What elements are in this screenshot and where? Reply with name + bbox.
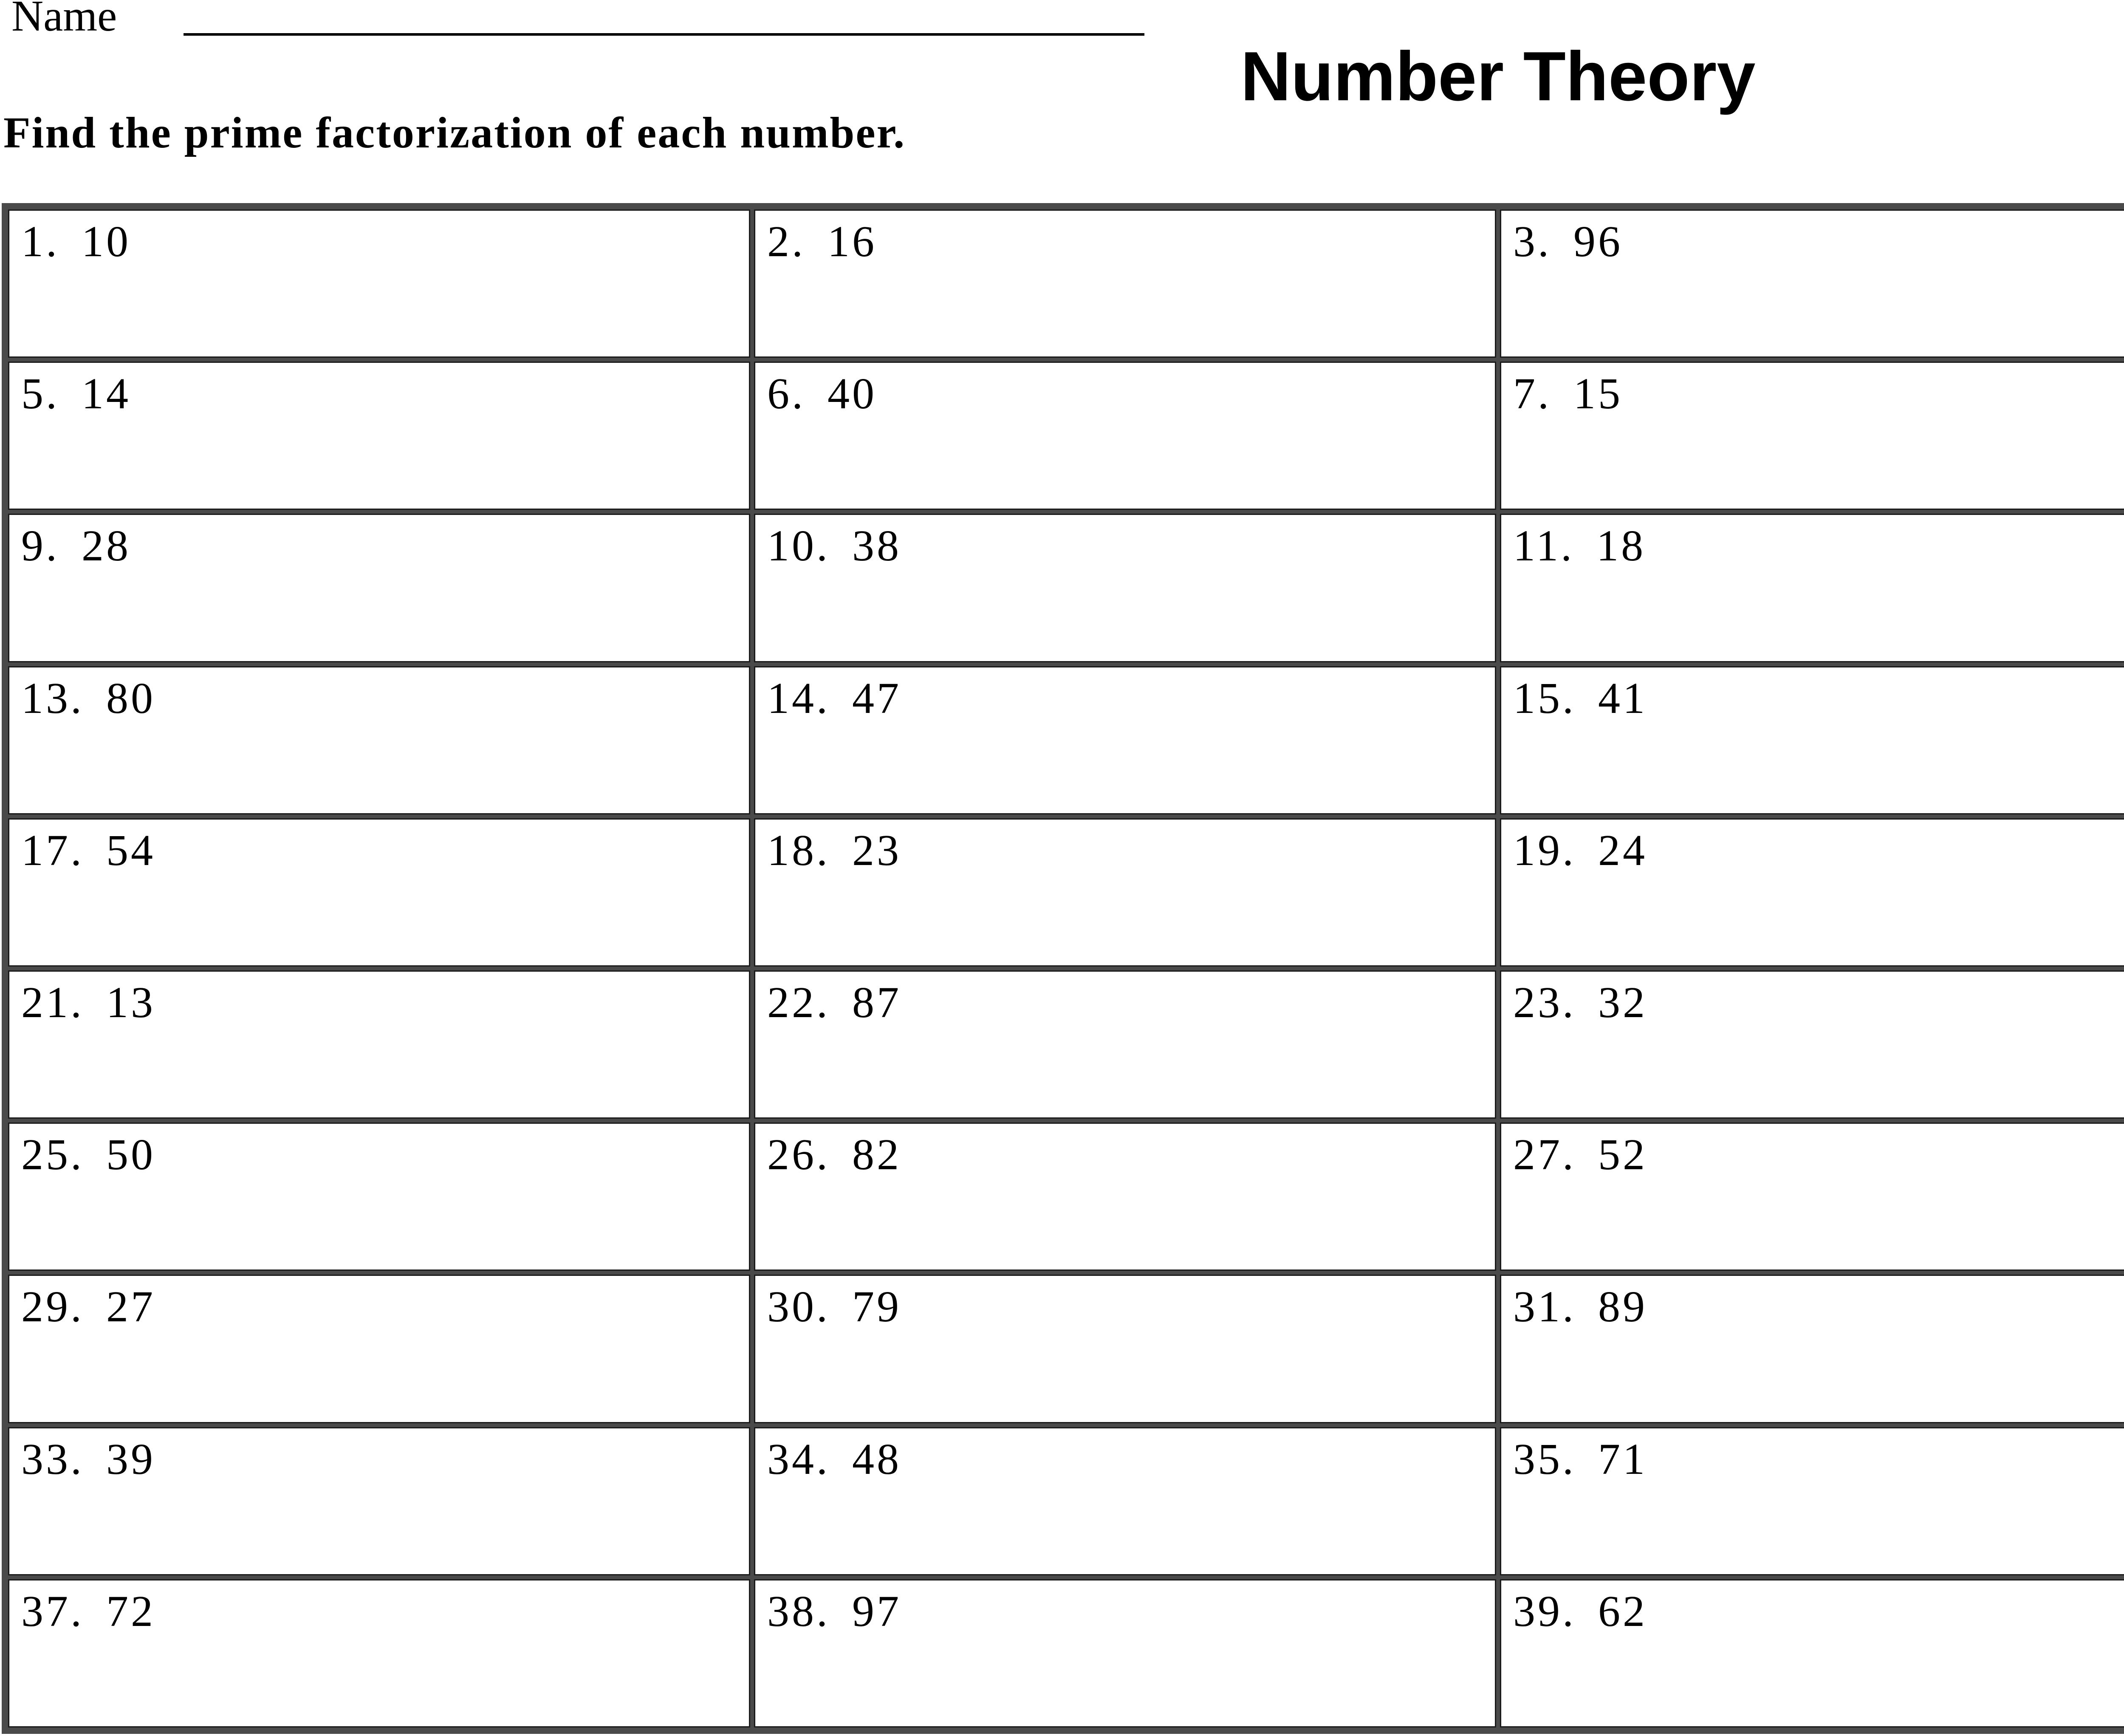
problem-number: 9. — [21, 521, 59, 571]
problem-number: 22. — [767, 978, 830, 1027]
problem-cell[interactable] — [754, 514, 1496, 662]
problem-label — [767, 518, 901, 574]
problem-number: 2. — [767, 217, 805, 266]
problem-cell[interactable] — [8, 1427, 750, 1575]
problem-number: 1. — [21, 217, 59, 266]
problem-value: 13 — [106, 978, 155, 1027]
problem-cell[interactable] — [1500, 970, 2124, 1119]
problem-number: 33. — [21, 1434, 84, 1484]
problem-cell[interactable] — [1500, 1275, 2124, 1423]
problem-value: 38 — [852, 521, 901, 571]
instructions: Find the prime factorization of each number. — [3, 108, 906, 157]
problem-label — [767, 823, 901, 878]
problem-label — [767, 1432, 901, 1487]
problem-cell[interactable] — [1500, 362, 2124, 510]
problem-value: 24 — [1598, 826, 1647, 875]
problem-value: 87 — [852, 978, 901, 1027]
problem-label — [1513, 366, 1623, 421]
problem-label — [21, 823, 155, 878]
problem-number: 21. — [21, 978, 84, 1027]
problem-cell[interactable] — [754, 666, 1496, 814]
problem-number: 13. — [21, 673, 84, 723]
problem-value: 10 — [82, 217, 131, 266]
problem-cell[interactable] — [8, 666, 750, 814]
problem-cell[interactable] — [754, 1579, 1496, 1728]
problem-cell[interactable] — [1500, 1122, 2124, 1271]
problem-label — [767, 214, 877, 269]
problem-number: 38. — [767, 1586, 830, 1636]
problem-number: 25. — [21, 1130, 84, 1179]
problem-cell[interactable] — [754, 362, 1496, 510]
problem-number: 19. — [1513, 826, 1576, 875]
problem-label — [21, 1584, 155, 1639]
problem-label — [1513, 1584, 1647, 1639]
problem-cell[interactable] — [754, 209, 1496, 358]
problem-number: 7. — [1513, 369, 1551, 418]
problem-cell[interactable] — [8, 1275, 750, 1423]
problem-value: 79 — [852, 1282, 901, 1332]
problem-value: 71 — [1598, 1434, 1647, 1484]
problem-value: 89 — [1598, 1282, 1647, 1332]
problem-label — [1513, 214, 1623, 269]
problem-cell[interactable] — [754, 1275, 1496, 1423]
problem-number: 30. — [767, 1282, 830, 1332]
problem-number: 27. — [1513, 1130, 1576, 1179]
problem-value: 39 — [106, 1434, 155, 1484]
problem-number: 39. — [1513, 1586, 1576, 1636]
problem-value: 47 — [852, 673, 901, 723]
problem-label — [1513, 975, 1647, 1030]
problem-label — [1513, 1279, 1647, 1335]
problem-cell[interactable] — [1500, 818, 2124, 967]
problem-label — [1513, 1127, 1647, 1182]
problem-cell[interactable] — [1500, 1579, 2124, 1728]
problem-value: 82 — [852, 1130, 901, 1179]
page-title: Number Theory — [1240, 37, 1756, 115]
problem-number: 14. — [767, 673, 830, 723]
problem-label — [21, 1279, 155, 1335]
problem-number: 15. — [1513, 673, 1576, 723]
problem-value: 41 — [1598, 673, 1647, 723]
problem-value: 18 — [1596, 521, 1646, 571]
problem-cell[interactable] — [1500, 209, 2124, 358]
problem-cell[interactable] — [1500, 666, 2124, 814]
problem-number: 17. — [21, 826, 84, 875]
problem-number: 37. — [21, 1586, 84, 1636]
problem-value: 28 — [82, 521, 131, 571]
problem-number: 5. — [21, 369, 59, 418]
problem-value: 54 — [106, 826, 155, 875]
problem-cell[interactable] — [8, 818, 750, 967]
problem-value: 16 — [828, 217, 877, 266]
problem-grid — [2, 203, 2124, 1734]
problem-label — [767, 1279, 901, 1335]
problem-value: 80 — [106, 673, 155, 723]
problem-cell[interactable] — [8, 362, 750, 510]
problem-label — [1513, 671, 1647, 726]
problem-label — [21, 671, 155, 726]
problem-number: 18. — [767, 826, 830, 875]
problem-value: 50 — [106, 1130, 155, 1179]
problem-value: 27 — [106, 1282, 155, 1332]
problem-label — [21, 1432, 155, 1487]
problem-number: 31. — [1513, 1282, 1576, 1332]
problem-label — [21, 518, 131, 574]
problem-number: 23. — [1513, 978, 1576, 1027]
problem-cell[interactable] — [8, 970, 750, 1119]
problem-cell[interactable] — [754, 1122, 1496, 1271]
problem-number: 29. — [21, 1282, 84, 1332]
problem-value: 32 — [1598, 978, 1647, 1027]
problem-value: 97 — [852, 1586, 901, 1636]
problem-value: 52 — [1598, 1130, 1647, 1179]
problem-label — [21, 1127, 155, 1182]
problem-number: 6. — [767, 369, 805, 418]
problem-value: 96 — [1573, 217, 1623, 266]
problem-cell[interactable] — [1500, 1427, 2124, 1575]
problem-label — [767, 975, 901, 1030]
problem-label — [767, 366, 877, 421]
problem-value: 40 — [828, 369, 877, 418]
problem-value: 62 — [1598, 1586, 1647, 1636]
problem-value: 48 — [852, 1434, 901, 1484]
problem-number: 34. — [767, 1434, 830, 1484]
problem-cell[interactable] — [8, 209, 750, 358]
problem-label — [21, 366, 131, 421]
problem-label — [767, 1127, 901, 1182]
problem-number: 35. — [1513, 1434, 1576, 1484]
problem-number: 26. — [767, 1130, 830, 1179]
problem-cell[interactable] — [8, 1579, 750, 1728]
problem-cell[interactable] — [8, 514, 750, 662]
problem-label — [767, 671, 901, 726]
problem-number: 11. — [1513, 521, 1575, 571]
problem-number: 3. — [1513, 217, 1551, 266]
problem-value: 15 — [1573, 369, 1623, 418]
problem-value: 23 — [852, 826, 901, 875]
problem-label — [1513, 518, 1646, 574]
problem-cell[interactable] — [754, 818, 1496, 967]
name-label: Name — [11, 0, 117, 40]
problem-label — [1513, 1432, 1647, 1487]
problem-number: 10. — [767, 521, 830, 571]
problem-label — [21, 975, 155, 1030]
problem-value: 14 — [82, 369, 131, 418]
problem-value: 72 — [106, 1586, 155, 1636]
problem-cell[interactable] — [8, 1122, 750, 1271]
problem-label — [1513, 823, 1647, 878]
problem-label — [21, 214, 131, 269]
problem-cell[interactable] — [754, 970, 1496, 1119]
problem-label — [767, 1584, 901, 1639]
problem-cell[interactable] — [754, 1427, 1496, 1575]
problem-cell[interactable] — [1500, 514, 2124, 662]
